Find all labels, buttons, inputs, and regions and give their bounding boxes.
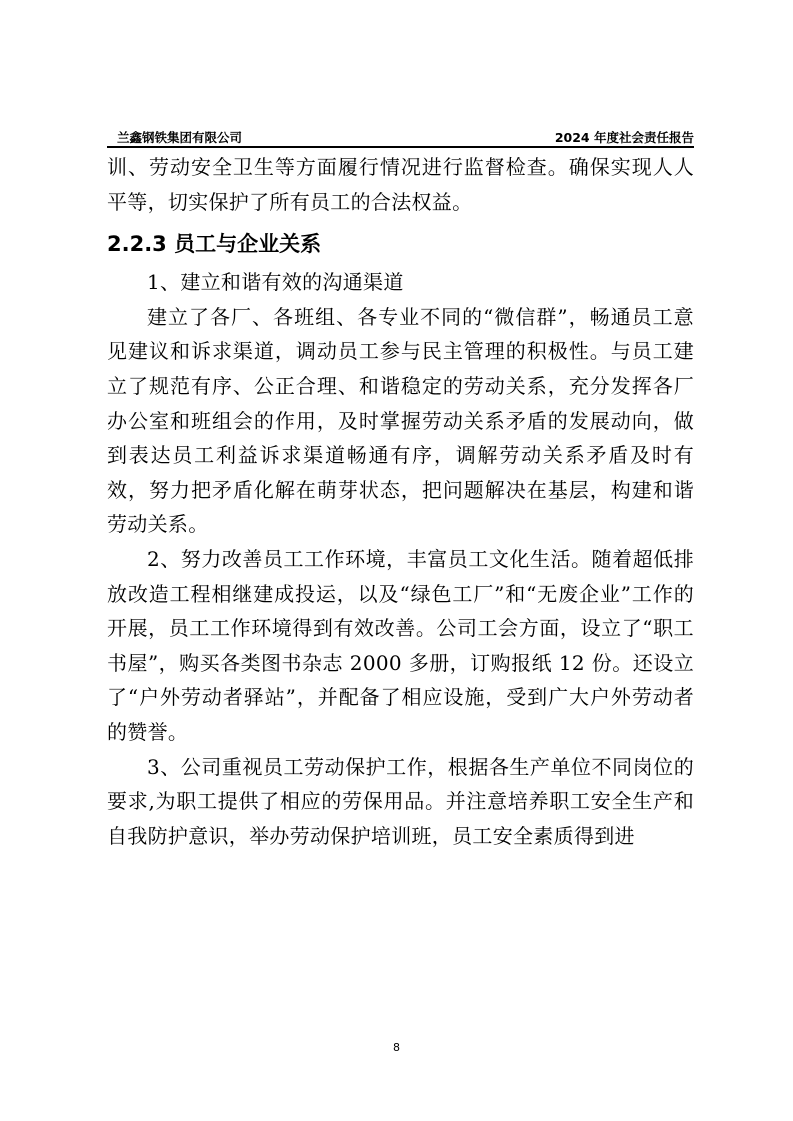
- document-body: [107, 150, 694, 853]
- page-header: [107, 125, 694, 145]
- header-report-title: 2024 年度社会责任报告: [554, 130, 694, 145]
- section-heading: 2.2.3 员工与企业关系: [107, 232, 322, 257]
- page-number: 8: [393, 1041, 400, 1054]
- header-company-name: 兰鑫钢铁集团有限公司: [117, 130, 243, 145]
- item2-paragraph: 2、努力改善员工工作环境，丰富员工文化生活。随着超低排放改造工程相继建成投运，以及“绿色工厂”和“无废企业”工作的开展，员工工作环境得到有效改善。公司工会方面，设立了“职工书屋”，购买各类图书杂志 2000 多册，订购报纸 12 份。还设立了“户外劳动者驿站”，并配备了相应设施，受到广大户外劳动者的赞誉。: [107, 546, 694, 744]
- item1-paragraph: 建立了各厂、各班组、各专业不同的“微信群”，畅通员工意见建议和诉求渠道，调动员工参与民主管理的积极性。与员工建立了规范有序、公正合理、和谐稳定的劳动关系，充分发挥各厂办公室和班组会的作用，及时掌握劳动关系矛盾的发展动向，做到表达员工利益诉求渠道畅通有序，调解劳动关系矛盾及时有效，努力把矛盾化解在萌芽状态，把问题解决在基层，构建和谐劳动关系。: [107, 304, 694, 537]
- item3-paragraph: 3、公司重视员工劳动保护工作，根据各生产单位不同岗位的要求,为职工提供了相应的劳保用品。并注意培养职工安全生产和自我防护意识，举办劳动保护培训班，员工安全素质得到进: [107, 754, 694, 848]
- continuation-paragraph: 训、劳动安全卫生等方面履行情况进行监督检查。确保实现人人平等，切实保护了所有员工的合法权益。: [107, 155, 694, 214]
- header-divider: [107, 146, 694, 148]
- item1-title: 1、建立和谐有效的沟通渠道: [147, 270, 404, 295]
